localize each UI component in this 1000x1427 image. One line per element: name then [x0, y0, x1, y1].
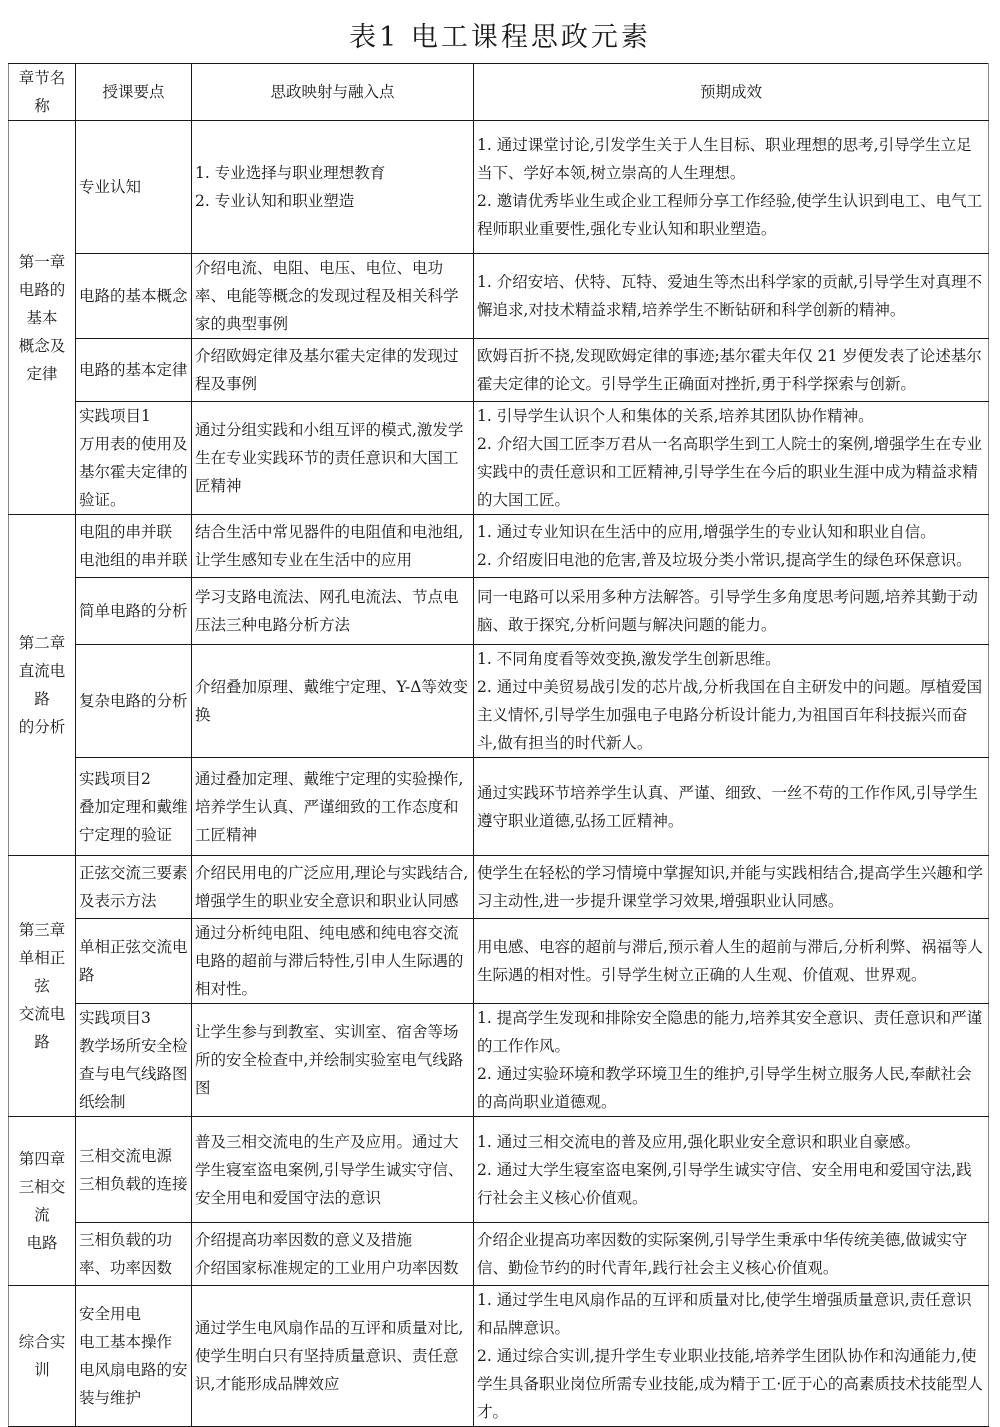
expected-effect-cell: 1. 介绍安培、伏特、瓦特、爱迪生等杰出科学家的贡献,引导学生对真理不懈追求,对技术精益求精,培养学生不断钻研和科学创新的精神。 [474, 254, 989, 339]
teaching-point-cell: 安全用电 电工基本操作 电风扇电路的安装与维护 [76, 1286, 192, 1427]
teaching-point-cell: 专业认知 [76, 121, 192, 254]
expected-effect-cell: 通过实践环节培养学生认真、严谨、细致、一丝不苟的工作作风,引导学生遵守职业道德,弘扬工匠精神。 [474, 758, 989, 856]
mapping-cell: 介绍欧姆定律及基尔霍夫定律的发现过程及事例 [192, 339, 474, 402]
teaching-point-cell: 单相正弦交流电路 [76, 919, 192, 1004]
expected-effect-cell: 1. 通过专业知识在生活中的应用,增强学生的专业认知和职业自信。 2. 介绍废旧电池的危害,普及垃圾分类小常识,提高学生的绿色环保意识。 [474, 515, 989, 578]
table-row [9, 1223, 989, 1286]
table-row [9, 919, 989, 1004]
table-title: 表1 电工课程思政元素 [349, 22, 651, 53]
expected-effect-cell: 介绍企业提高功率因数的实际案例,引导学生秉承中华传统美德,做诚实守信、勤俭节约的时代青年,践行社会主义核心价值观。 [474, 1223, 989, 1286]
chapter-name-cell: 第一章 电路的基本 概念及定律 [9, 121, 76, 515]
mapping-cell: 通过分析纯电阻、纯电感和纯电容交流电路的超前与滞后特性,引申人生际遇的相对性。 [192, 919, 474, 1004]
table-row [9, 1004, 989, 1117]
table-row [9, 645, 989, 758]
mapping-cell: 普及三相交流电的生产及应用。通过大学生寝室盗电案例,引导学生诚实守信、安全用电和爱国守法的意识 [192, 1117, 474, 1223]
expected-effect-cell: 1. 通过学生电风扇作品的互评和质量对比,使学生增强质量意识,责任意识和品牌意识。 2. 通过综合实训,提升学生专业职业技能,培养学生团队协作和沟通能力,使学生具备职业岗位所需专业技能,成为精于工·匠于心的高素质技术技能型人才。 [474, 1286, 989, 1427]
expected-effect-cell: 1. 引导学生认识个人和集体的关系,培养其团队协作精神。 2. 介绍大国工匠李万君从一名高职学生到工人院士的案例,增强学生在专业实践中的责任意识和工匠精神,引导学生在今后的职业生涯中成为精益求精的大国工匠。 [474, 402, 989, 515]
mapping-cell: 通过叠加定理、戴维宁定理的实验操作,培养学生认真、严谨细致的工作态度和工匠精神 [192, 758, 474, 856]
mapping-cell: 介绍民用电的广泛应用,理论与实践结合,增强学生的职业安全意识和职业认同感 [192, 856, 474, 919]
teaching-point-cell: 实践项目1 万用表的使用及基尔霍夫定律的验证。 [76, 402, 192, 515]
mapping-cell: 通过分组实践和小组互评的模式,激发学生在专业实践环节的责任意识和大国工匠精神 [192, 402, 474, 515]
chapter-name-cell: 第四章 三相交流 电路 [9, 1117, 76, 1286]
expected-effect-cell: 1. 提高学生发现和排除安全隐患的能力,培养其安全意识、责任意识和严谨的工作作风。 2. 通过实验环境和教学环境卫生的维护,引导学生树立服务人民,奉献社会的高尚职业道德观。 [474, 1004, 989, 1117]
mapping-cell: 介绍叠加原理、戴维宁定理、Y-Δ等效变换 [192, 645, 474, 758]
expected-effect-cell: 1. 不同角度看等效变换,激发学生创新思维。 2. 通过中美贸易战引发的芯片战,分析我国在自主研发中的问题。厚植爱国主义情怀,引导学生加强电子电路分析设计能力,为祖国百年科技振兴而奋斗,做有担当的时代新人。 [474, 645, 989, 758]
table-row [9, 254, 989, 339]
mapping-cell: 通过学生电风扇作品的互评和质量对比,使学生明白只有坚持质量意识、责任意识,才能形成品牌效应 [192, 1286, 474, 1427]
header-chapter: 章节名称 [9, 64, 76, 121]
teaching-point-cell: 简单电路的分析 [76, 578, 192, 645]
mapping-cell: 让学生参与到教室、实训室、宿舍等场所的安全检查中,并绘制实验室电气线路图 [192, 1004, 474, 1117]
table-row [9, 121, 989, 254]
teaching-point-cell: 三相交流电源 三相负载的连接 [76, 1117, 192, 1223]
mapping-cell: 1. 专业选择与职业理想教育 2. 专业认知和职业塑造 [192, 121, 474, 254]
expected-effect-cell: 使学生在轻松的学习情境中掌握知识,并能与实践相结合,提高学生兴趣和学习主动性,进一步提升课堂学习效果,增强职业认同感。 [474, 856, 989, 919]
teaching-point-cell: 实践项目2 叠加定理和戴维宁定理的验证 [76, 758, 192, 856]
table-body [9, 121, 989, 1427]
teaching-point-cell: 正弦交流三要素及表示方法 [76, 856, 192, 919]
table-row [9, 758, 989, 856]
chapter-name-cell: 第二章 直流电路 的分析 [9, 515, 76, 856]
mapping-cell: 结合生活中常见器件的电阻值和电池组,让学生感知专业在生活中的应用 [192, 515, 474, 578]
header-teaching-point: 授课要点 [76, 64, 192, 121]
expected-effect-cell: 1. 通过三相交流电的普及应用,强化职业安全意识和职业自豪感。 2. 通过大学生寝室盗电案例,引导学生诚实守信、安全用电和爱国守法,践行社会主义核心价值观。 [474, 1117, 989, 1223]
expected-effect-cell: 用电感、电容的超前与滞后,预示着人生的超前与滞后,分析利弊、祸福等人生际遇的相对性。引导学生树立正确的人生观、价值观、世界观。 [474, 919, 989, 1004]
expected-effect-cell: 欧姆百折不挠,发现欧姆定律的事迹;基尔霍夫年仅 21 岁便发表了论述基尔霍夫定律的论文。引导学生正确面对挫折,勇于科学探索与创新。 [474, 339, 989, 402]
table-row [9, 1286, 989, 1427]
chapter-name-cell: 第三章 单相正弦 交流电路 [9, 856, 76, 1117]
table-row [9, 1117, 989, 1223]
mapping-cell: 介绍提高功率因数的意义及措施 介绍国家标准规定的工业用户功率因数 [192, 1223, 474, 1286]
header-row [9, 64, 989, 121]
ideology-elements-table [8, 63, 989, 1427]
teaching-point-cell: 电路的基本定律 [76, 339, 192, 402]
teaching-point-cell: 电阻的串并联 电池组的串并联 [76, 515, 192, 578]
table-row [9, 402, 989, 515]
expected-effect-cell: 同一电路可以采用多种方法解答。引导学生多角度思考问题,培养其勤于动脑、敢于探究,分析问题与解决问题的能力。 [474, 578, 989, 645]
header-mapping: 思政映射与融入点 [192, 64, 474, 121]
table-row [9, 578, 989, 645]
table-row [9, 856, 989, 919]
mapping-cell: 学习支路电流法、网孔电流法、节点电压法三种电路分析方法 [192, 578, 474, 645]
expected-effect-cell: 1. 通过课堂讨论,引发学生关于人生目标、职业理想的思考,引导学生立足当下、学好本领,树立崇高的人生理想。 2. 邀请优秀毕业生或企业工程师分享工作经验,使学生认识到电工、电气工程师职业重要性,强化专业认知和职业塑造。 [474, 121, 989, 254]
teaching-point-cell: 实践项目3 教学场所安全检查与电气线路图纸绘制 [76, 1004, 192, 1117]
table-row [9, 515, 989, 578]
mapping-cell: 介绍电流、电阻、电压、电位、电功率、电能等概念的发现过程及相关科学家的典型事例 [192, 254, 474, 339]
teaching-point-cell: 三相负载的功率、功率因数 [76, 1223, 192, 1286]
teaching-point-cell: 电路的基本概念 [76, 254, 192, 339]
teaching-point-cell: 复杂电路的分析 [76, 645, 192, 758]
chapter-name-cell: 综合实训 [9, 1286, 76, 1427]
table-row [9, 339, 989, 402]
header-expected-effect: 预期成效 [474, 64, 989, 121]
